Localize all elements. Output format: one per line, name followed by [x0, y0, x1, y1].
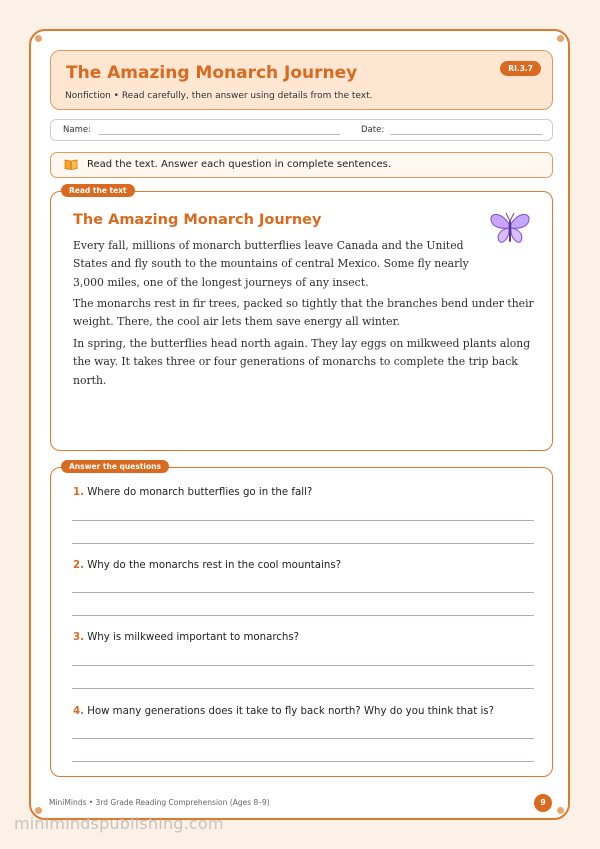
instructions-bar [50, 152, 553, 178]
reading-tab: Read the text [61, 184, 135, 197]
passage-line: weight. There, the cool air lets them save energy all winter. [73, 315, 400, 329]
footer-text: MiniMinds • 3rd Grade Reading Comprehension (Ages 8–9) [49, 798, 270, 807]
answer-line[interactable] [72, 520, 534, 521]
questions-box [50, 462, 553, 777]
question-2 [73, 560, 341, 571]
passage-paragraph-3 [73, 335, 530, 390]
passage-line: north. [73, 373, 107, 387]
butterfly-icon [488, 210, 532, 248]
corner-dot [557, 35, 564, 42]
worksheet-page [29, 29, 570, 820]
passage-line: Every fall, millions of monarch butterflies leave Canada and the United [73, 239, 464, 252]
questions-tab: Answer the questions [61, 460, 169, 473]
question-number: 2. [73, 560, 84, 571]
question-4 [73, 706, 494, 717]
passage-line: the way. It takes three or four generations of monarchs to complete the trip back [73, 355, 518, 369]
question-text: Why do the monarchs rest in the cool mountains? [87, 560, 342, 571]
passage-line: The monarchs rest in fir trees, packed so tightly that the branches bend under their [73, 297, 534, 310]
question-1 [73, 487, 312, 498]
date-field[interactable] [390, 134, 542, 135]
question-text: Why is milkweed important to monarchs? [87, 632, 300, 643]
passage-line: States and fly south to the mountains of central Mexico. Some fly nearly [73, 257, 469, 271]
answer-line[interactable] [72, 738, 534, 739]
answer-line[interactable] [72, 688, 534, 689]
question-number: 4. [73, 706, 84, 717]
watermark: minimindspublishing.com [14, 814, 224, 833]
question-number: 1. [73, 487, 84, 498]
passage-title: The Amazing Monarch Journey [73, 212, 322, 228]
name-label: Name: [63, 125, 91, 135]
reading-passage-box [50, 186, 553, 451]
passage-line: In spring, the butterflies head north again. They lay eggs on milkweed plants along [73, 337, 531, 350]
instructions-text: Read the text. Answer each question in complete sentences. [87, 159, 392, 170]
question-number: 3. [73, 632, 84, 643]
corner-dot [35, 807, 42, 814]
date-label: Date: [361, 125, 385, 135]
name-date-bar [50, 119, 553, 141]
question-text: Where do monarch butterflies go in the fall? [87, 487, 313, 498]
page-number: 9 [534, 794, 552, 812]
book-icon [64, 159, 78, 170]
passage-paragraph-1 [73, 237, 469, 292]
question-3 [73, 632, 299, 643]
answer-line[interactable] [72, 761, 534, 762]
corner-dot [557, 807, 564, 814]
name-field[interactable] [99, 134, 340, 135]
answer-line[interactable] [72, 615, 534, 616]
passage-paragraph-2 [73, 295, 534, 332]
passage-line: 3,000 miles, one of the longest journeys of any insect. [73, 275, 369, 289]
question-text: How many generations does it take to fly back north? Why do you think that is? [87, 706, 494, 717]
answer-line[interactable] [72, 592, 534, 593]
answer-line[interactable] [72, 543, 534, 544]
page-title: The Amazing Monarch Journey [66, 63, 358, 83]
header-banner [50, 50, 553, 110]
answer-line[interactable] [72, 665, 534, 666]
standard-badge: RI.3.7 [500, 61, 541, 76]
corner-dot [35, 35, 42, 42]
page-subtitle: Nonfiction • Read carefully, then answer using details from the text. [65, 91, 373, 101]
